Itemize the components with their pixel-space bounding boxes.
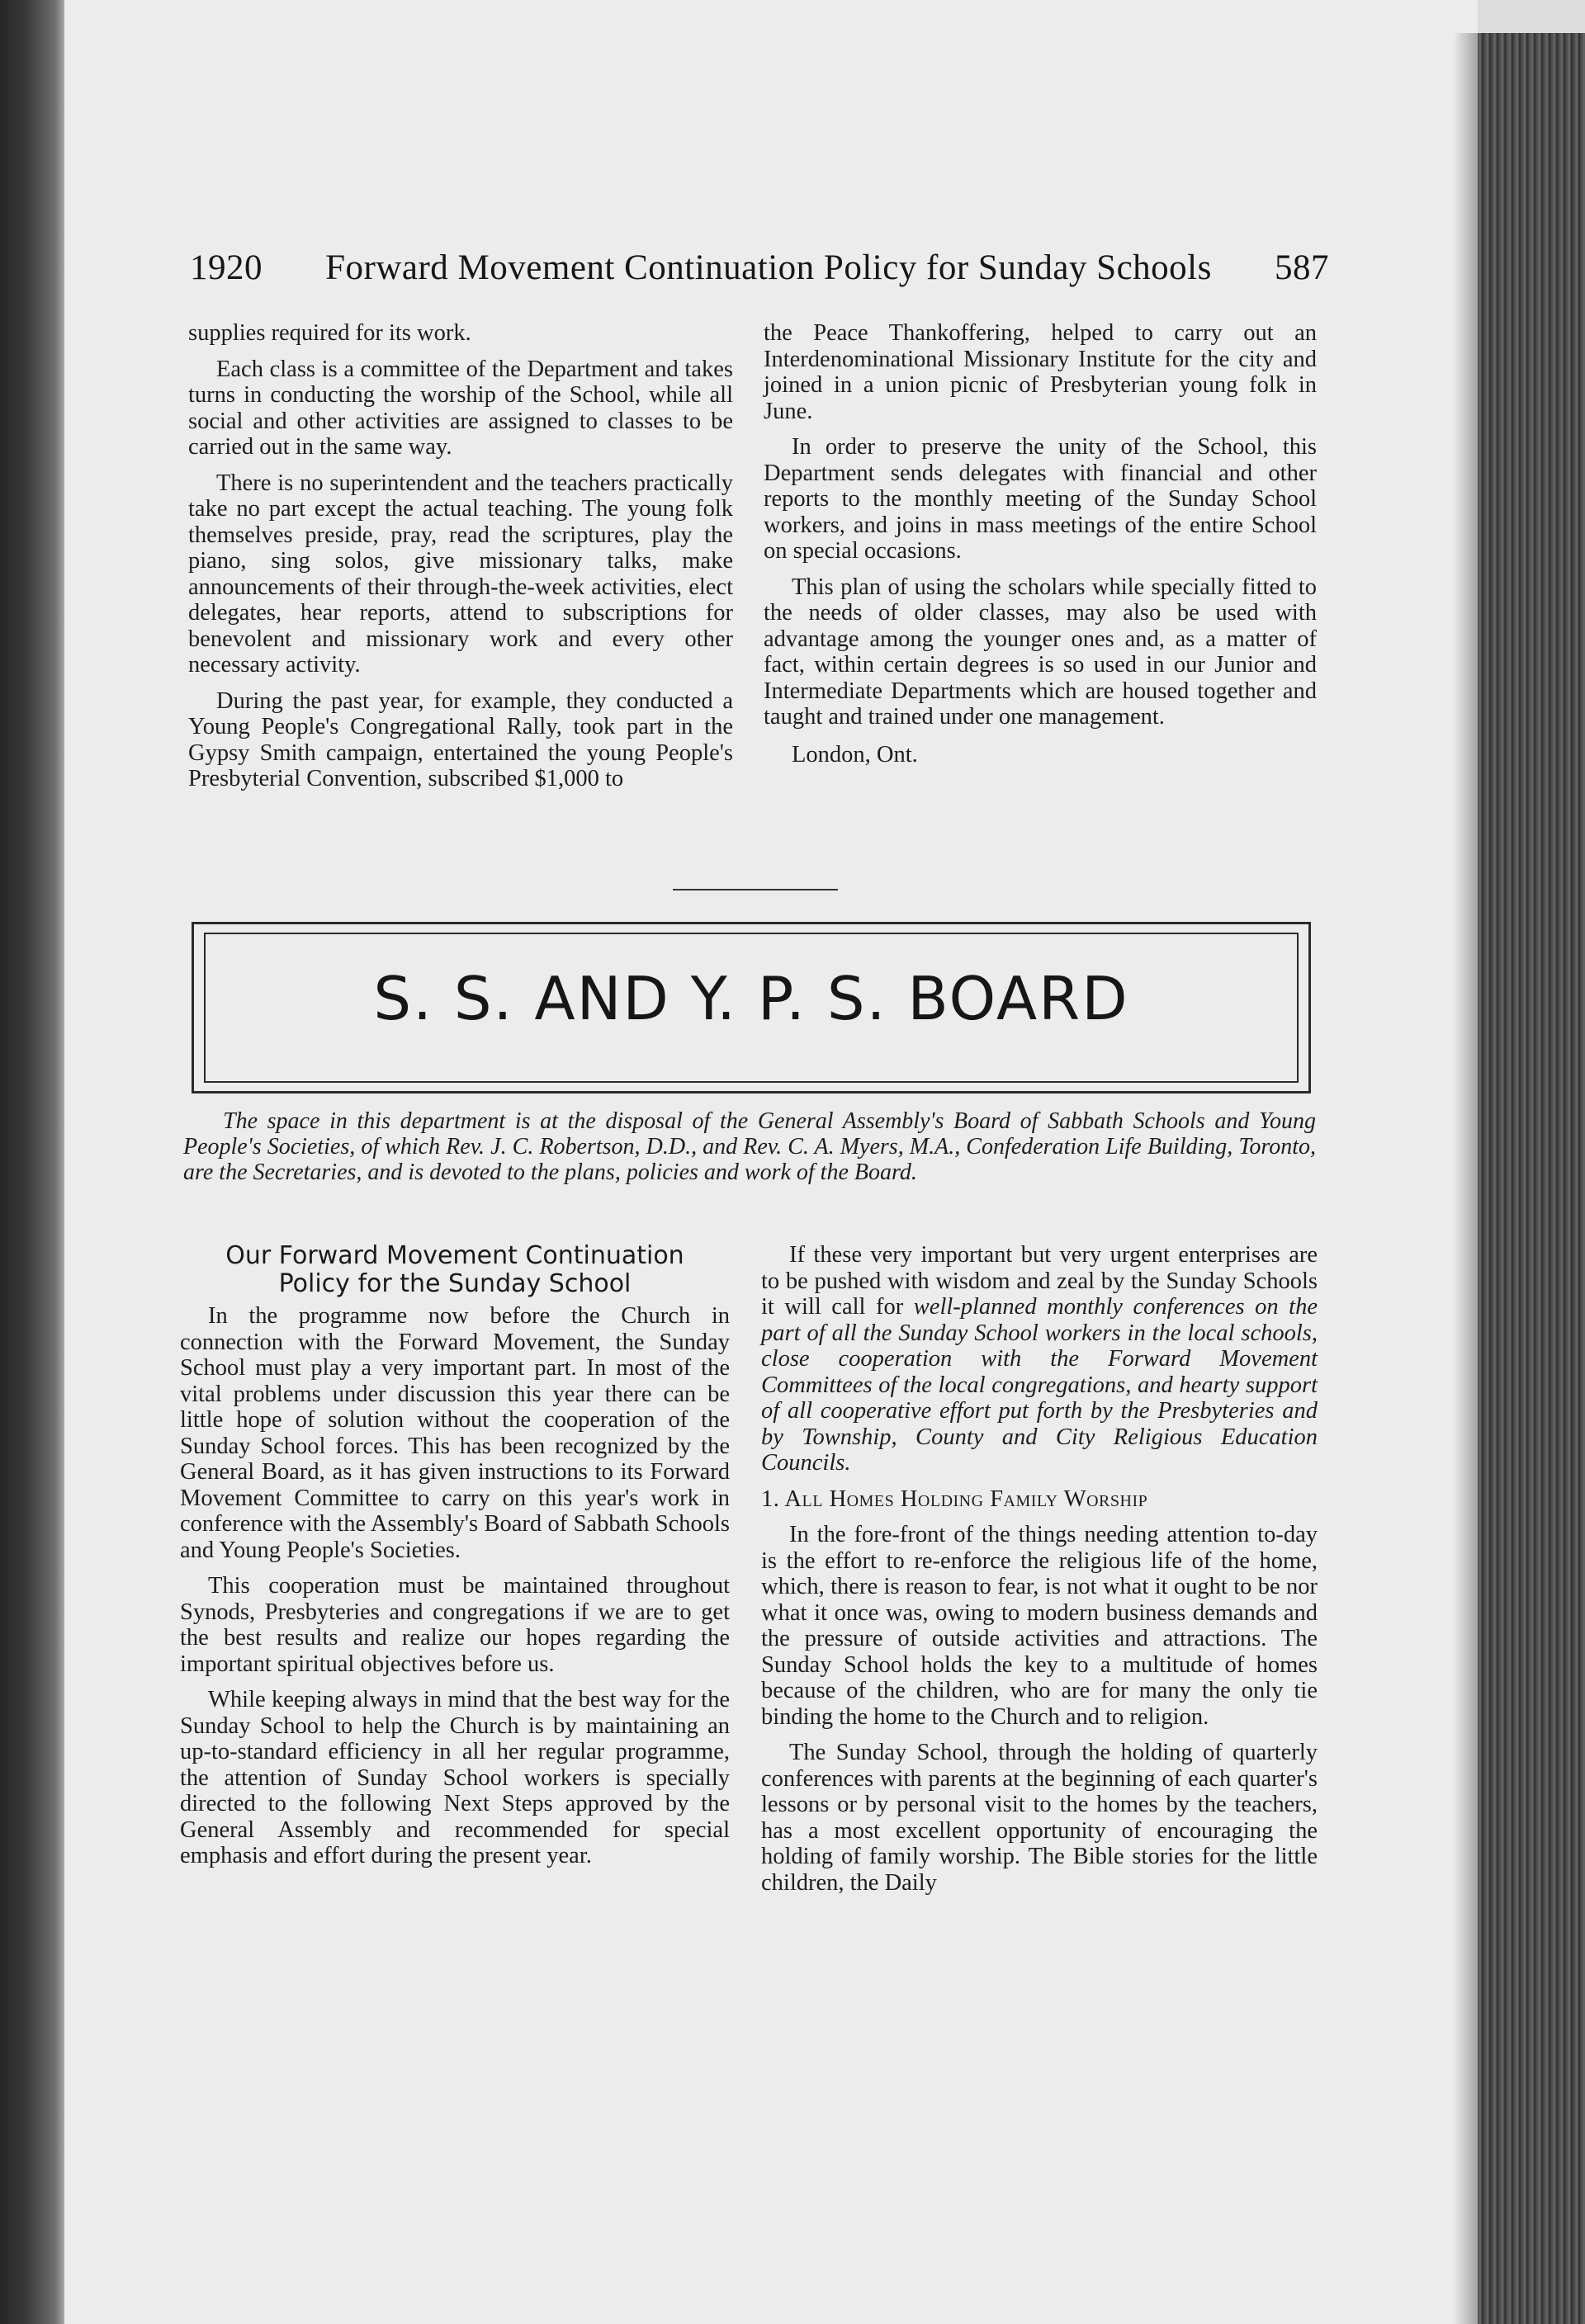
- heading-line: Policy for the Sunday School: [278, 1269, 632, 1298]
- paragraph: In order to preserve the unity of the School, this Department sends delegates with financial and other reports to the monthly meeting of the Sunday School workers, and joins in mass meetings of the entire School on special occasions.: [764, 434, 1317, 564]
- bottom-right-column: [761, 1242, 1318, 1906]
- paragraph: There is no superintendent and the teachers practically take no part except the actual teaching. The young folk themselves preside, pray, read the scriptures, play the piano, sing solos, give missionary talks, make announcements of their through-the-week activities, elect delegates, hear reports, attend to subscriptions for benevolent and missionary work and every other necessary activity.: [188, 470, 733, 678]
- running-header: [190, 248, 1329, 288]
- top-right-column: [764, 320, 1317, 777]
- paragraph-italic-text: well-planned monthly conferences on the part of all the Sunday School workers in the local schools, close cooperation with the Forward Movement Committees of the local congregations, and hearty support of all cooperative effort put forth by the Presbyteries and by Township, County and City Religious Education Councils.: [761, 1294, 1318, 1476]
- paragraph: This plan of using the scholars while specially fitted to the needs of older classes, may also be used with advantage among the younger ones and, as a matter of fact, within certain degrees is so used in our Junior and Intermediate Departments which are housed together and taught and trained under one management.: [764, 574, 1317, 730]
- paragraph: This cooperation must be maintained throughout Synods, Presbyteries and congregations if we are to get the best results and realize our hopes regarding the important spiritual objectives before us.: [180, 1573, 730, 1677]
- paragraph: the Peace Thankoffering, helped to carry out an Interdenominational Missionary Institute for the city and joined in a union picnic of Presbyterian young folk in June.: [764, 320, 1317, 424]
- sub-heading: 1. All Homes Holding Family Worship: [761, 1486, 1148, 1512]
- paragraph: Each class is a committee of the Department and takes turns in conducting the worship of the School, while all social and other activities are assigned to classes to be carried out in the same way.: [188, 356, 733, 460]
- top-left-column: [188, 320, 733, 802]
- paragraph: In the programme now before the Church in connection with the Forward Movement, the Sunday School must play a very important part. In most of the vital problems under discussion this year there can be little hope of solution without the cooperation of the Sunday School forces. This has been recognized by the General Board, as it has given instructions to its Forward Movement Committee to carry on this year's work in conference with the Assembly's Board of Sabbath Schools and Young People's Societies.: [180, 1303, 730, 1563]
- article-heading: [180, 1242, 730, 1298]
- paragraph: In the fore-front of the things needing attention to-day is the effort to re-enforce the religious life of the home, which, there is reason to fear, is not what it ought to be nor what it once was, owing to modern business demands and the pressure of outside activities and attractions. The Sunday School holds the key to a multitude of homes because of the children, who are for many the only tie binding the home to the Church and to religion.: [761, 1522, 1318, 1730]
- paragraph: During the past year, for example, they conducted a Young People's Congregational Rally, took part in the Gypsy Smith campaign, entertained the young People's Presbyterial Convention, subscribed $1,000 to: [188, 687, 733, 791]
- paragraph: [761, 1242, 1318, 1476]
- paragraph: While keeping always in mind that the best way for the Sunday School to help the Church is by maintaining an up-to-standard efficiency in all her regular programme, the attention of Sunday School workers is specially directed to the following Next Steps approved by the General Assembly and recommended for special emphasis and effort during the present year.: [180, 1687, 730, 1868]
- book-page-edges: [1478, 33, 1585, 2324]
- book-gutter-shadow: [0, 0, 64, 2324]
- paragraph-text: If these very important but very urgent enterprises are to be pushed with wisdom and zeal by the Sunday Schools it will call for: [761, 1242, 1318, 1320]
- section-divider: [673, 889, 838, 890]
- department-intro: The space in this department is at the disposal of the General Assembly's Board of Sabbath Schools and Young People's Societies, of which Rev. J. C. Robertson, D.D., and Rev. C. A. Myers, M.A., Confederation Life Building, Toronto, are the Secretaries, and is devoted to the plans, policies and work of the Board.: [183, 1108, 1316, 1185]
- paragraph: The Sunday School, through the holding of quarterly conferences with parents at the beginning of each quarter's lessons or by personal visit to the homes by the teachers, has a most excellent opportunity of encouraging the holding of family worship. The Bible stories for the little children, the Daily: [761, 1740, 1318, 1896]
- board-banner: [192, 922, 1311, 1094]
- header-title: Forward Movement Continuation Policy for Sunday Schools: [325, 248, 1212, 287]
- heading-line: Our Forward Movement Continuation: [225, 1241, 684, 1270]
- signoff: London, Ont.: [792, 741, 918, 768]
- board-title: S. S. AND Y. P. S. BOARD: [373, 964, 1129, 1033]
- paragraph: supplies required for its work.: [188, 320, 471, 346]
- bottom-left-column: [180, 1242, 730, 1879]
- page-number: 587: [1275, 248, 1329, 287]
- header-year: 1920: [190, 248, 263, 287]
